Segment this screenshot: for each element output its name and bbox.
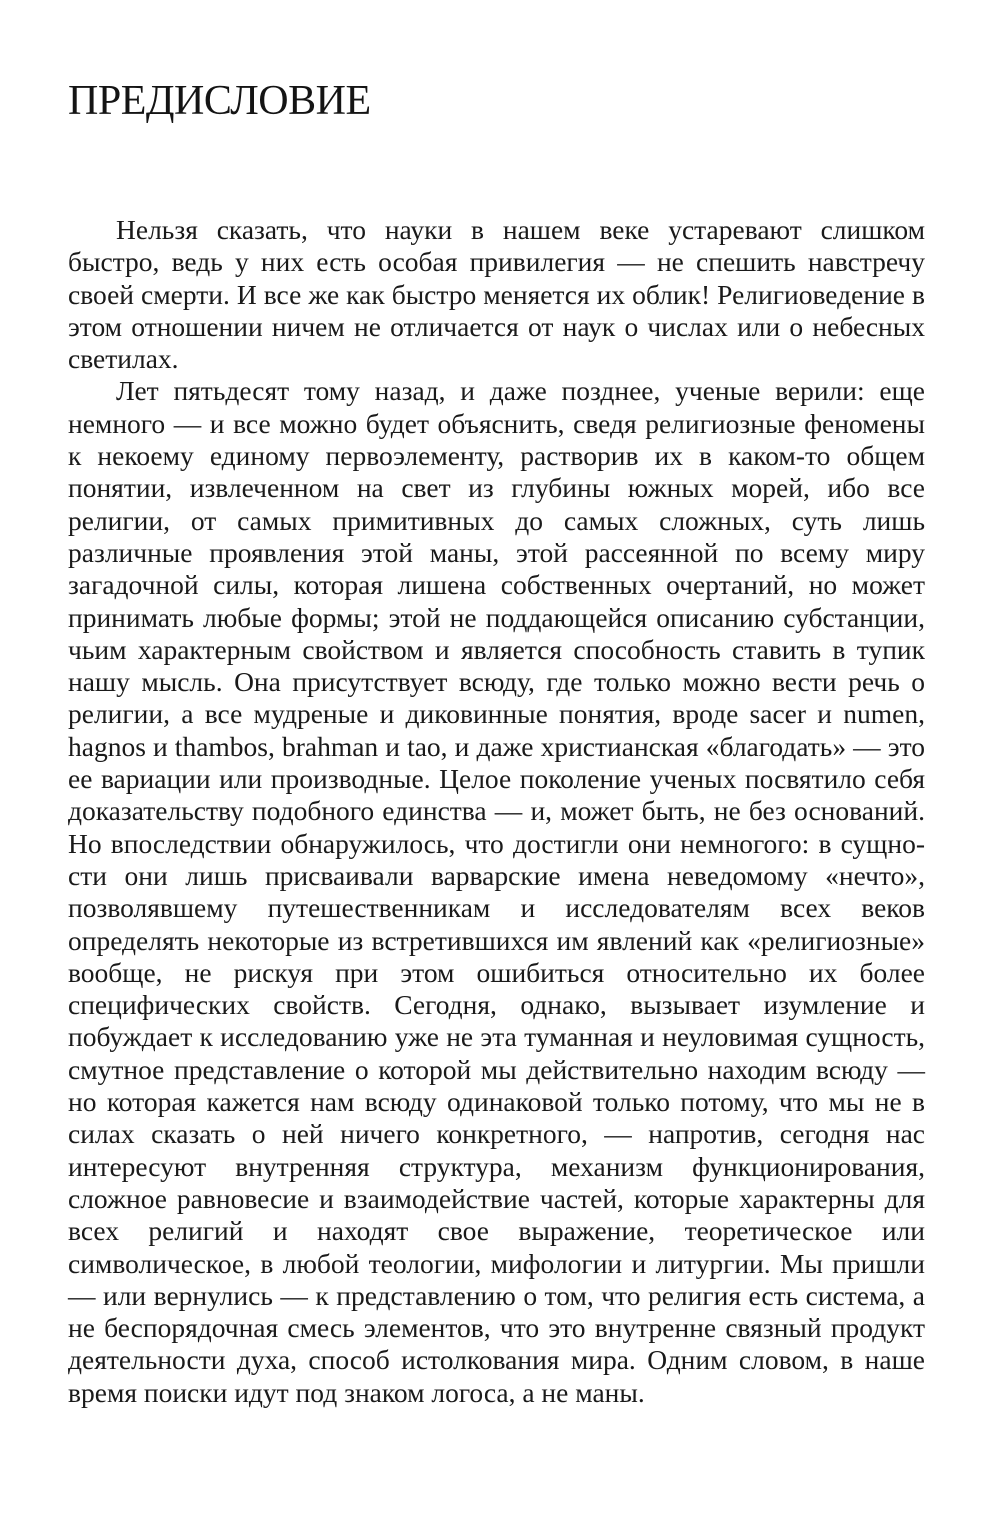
page-title: ПРЕДИСЛОВИЕ — [68, 78, 371, 124]
paragraph-2: Лет пятьдесят тому назад, и даже позднее, ученые верили: еще немного — и все можно будет объяснить, сведя религиозные феномены к некоему единому первоэлементу, растворив их в каком-то общем понятии, извлеченном на свет из глубины южных морей, ибо все религии, от самых примитивных до самых сложных, суть лишь различные проявления этой маны, этой рассеянной по всему миру загадочной силы, которая лишена собственных очертаний, но может принимать любые формы; этой не поддающейся описанию субстанции, чьим характерным свойством и является способность ставить в тупик нашу мысль. Она присутствует всюду, где только можно вести речь о религии, а все мудреные и диковинные понятия, вроде sacer и numen, hagnos и thambos, brahman и tao, и даже христианская «благодать» — это ее вариации или производные. Целое поколение ученых посвятило себя доказательству подобного единства — и, может быть, не без оснований. Но впоследствии обнаружилось, что достигли они немногого: в сущности они лишь присваивали варварские имена неведомому «нечто», позволявшему путешественникам и исследователям всех веков определять некоторые из встретившихся им явлений как «религиозные» вообще, не рискуя при этом ошибиться относительно их более специфических свойств. Сегодня, однако, вызывает изумление и побуждает к исследованию уже не эта туманная и неуловимая сущность, смутное представление о которой мы действительно находим всюду — но которая кажется нам всюду одинаковой только потому, что мы не в силах сказать о ней ничего конкретного, — напротив, сегодня нас интересуют внутренняя структура, механизм функционирования, сложное равновесие и взаимодействие частей, которые характерны для всех религий и находят свое выражение, теоретическое или символическое, в любой теологии, мифологии и литургии. Мы пришли — или вернулись — к представлению о том, что религия есть система, а не беспорядочная смесь элементов, что это внутренне связный продукт деятельности духа, способ истолкования мира. Одним словом, в наше время поиски идут под знаком логоса, а не маны. — [68, 375, 925, 1408]
paragraph-1: Нельзя сказать, что науки в нашем веке устаревают слишком быстро, ведь у них есть особая привилегия — не спешить навстречу своей смерти. И все же как быстро меняется их облик! Религиоведение в этом отношении ничем не отличается от наук о числах или о небесных светилах. — [68, 214, 925, 375]
body-text — [68, 214, 925, 1409]
